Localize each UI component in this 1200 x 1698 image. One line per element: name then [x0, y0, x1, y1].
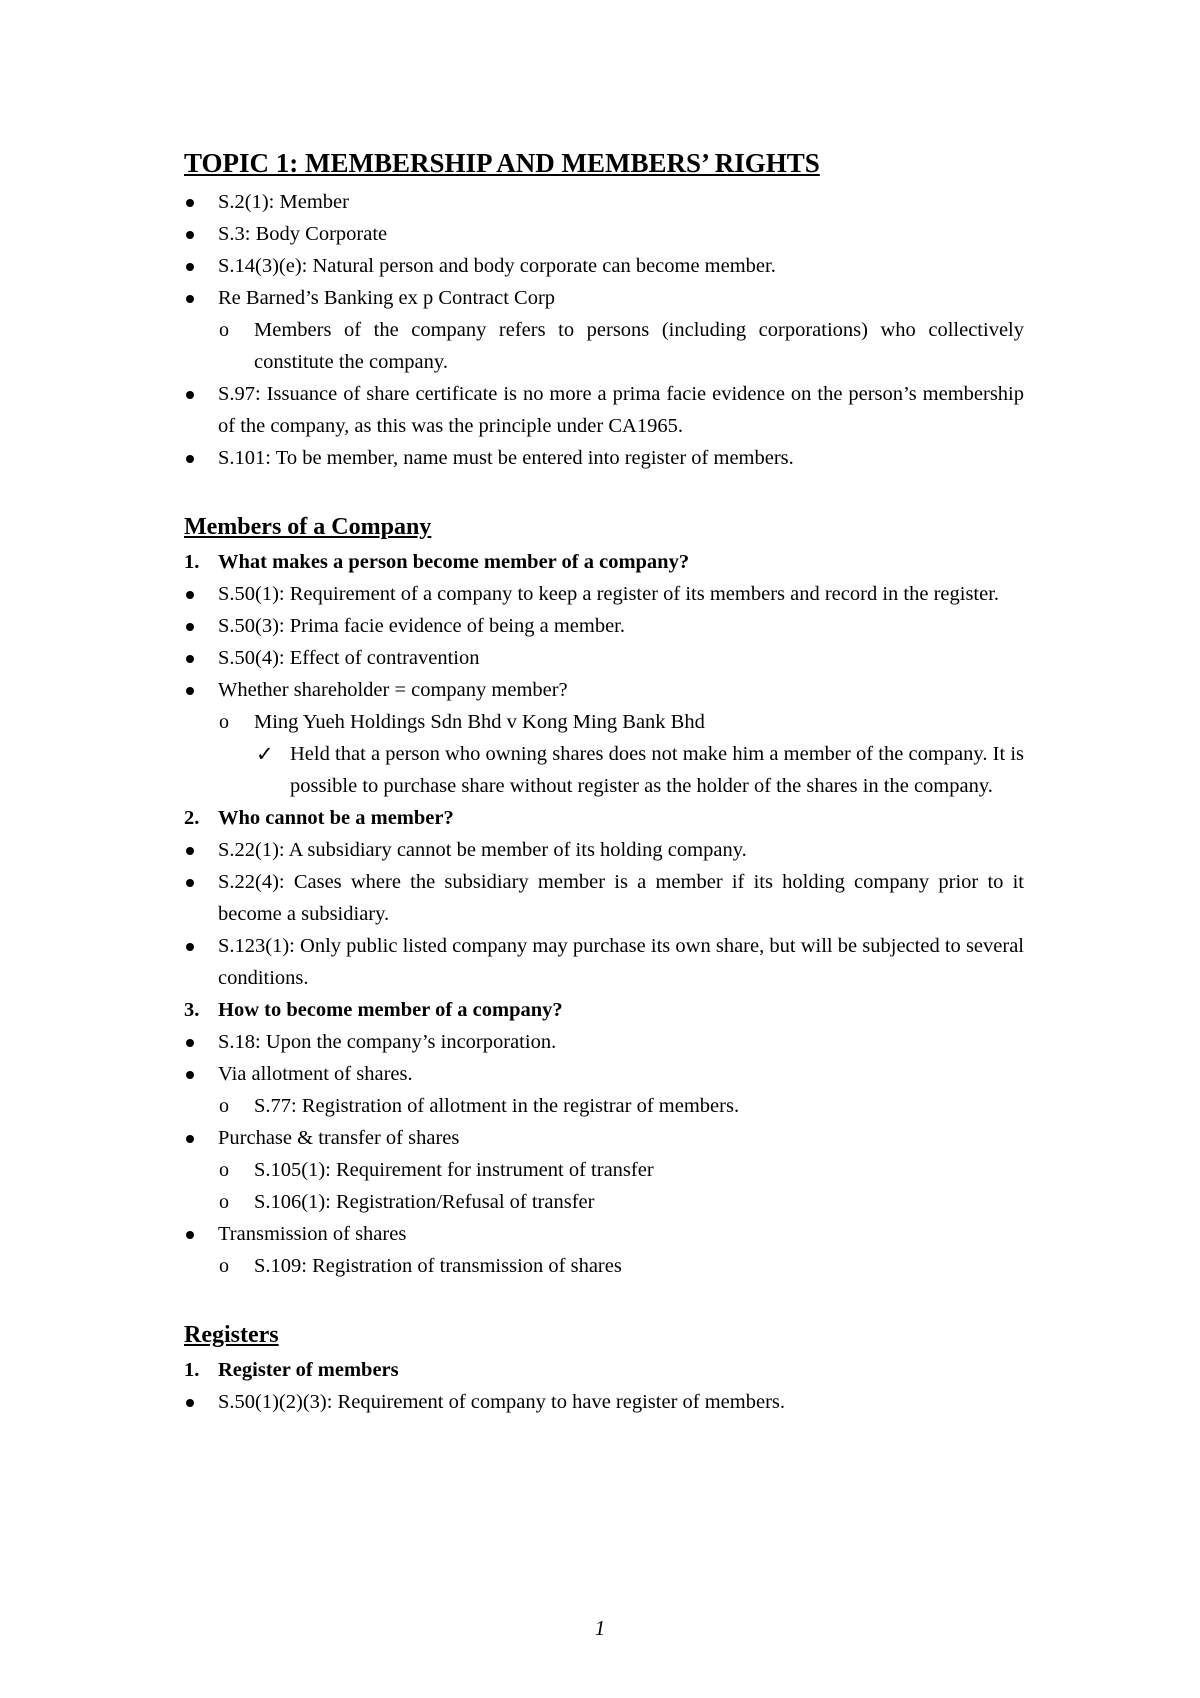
item-text: Who cannot be a member?	[218, 807, 454, 829]
bullet-item	[184, 218, 1024, 250]
sub-bullet-item	[184, 1154, 1024, 1186]
bullet-item	[184, 282, 1024, 314]
bullet-item	[184, 186, 1024, 218]
item-text: Members of the company refers to persons (including corporations) who collectively constitute the company.	[254, 319, 1024, 373]
bullet-item	[184, 250, 1024, 282]
members-list	[184, 546, 1024, 1282]
item-text: S.101: To be member, name must be entered into register of members.	[218, 447, 794, 469]
sub-bullet-item	[184, 1250, 1024, 1282]
bullet-item	[184, 642, 1024, 674]
circle-bullet-icon: o	[219, 1191, 229, 1213]
item-text: What makes a person become member of a company?	[218, 551, 690, 573]
bullet-item	[184, 1218, 1024, 1250]
section-heading-registers: Registers	[184, 1322, 279, 1348]
item-text: S.3: Body Corporate	[218, 223, 388, 245]
item-text: S.22(4): Cases where the subsidiary member is a member if its holding company prior to it become a subsidiary.	[218, 871, 1024, 925]
bullet-item	[184, 610, 1024, 642]
item-text: S.123(1): Only public listed company may purchase its own share, but will be subjected to several conditions.	[218, 935, 1024, 989]
item-text: Via allotment of shares.	[218, 1063, 413, 1085]
circle-bullet-icon: o	[219, 711, 229, 733]
registers-list	[184, 1354, 1024, 1418]
section-heading-members: Members of a Company	[184, 514, 432, 540]
bullet-item	[184, 442, 1024, 474]
bullet-item	[184, 1058, 1024, 1090]
sub-bullet-item	[184, 314, 1024, 378]
list-number: 3.	[184, 999, 200, 1021]
page-title: TOPIC 1: MEMBERSHIP AND MEMBERS’ RIGHTS	[184, 148, 820, 178]
bullet-item	[184, 930, 1024, 994]
sub-bullet-item	[184, 1090, 1024, 1122]
sub-bullet-item	[184, 706, 1024, 738]
item-text: S.77: Registration of allotment in the registrar of members.	[254, 1095, 740, 1117]
page-number: 1	[594, 1616, 606, 1640]
item-text: How to become member of a company?	[218, 999, 563, 1021]
spacer	[184, 474, 1024, 512]
check-item	[184, 738, 1024, 802]
numbered-heading	[184, 546, 1024, 578]
item-text: Held that a person who owning shares does not make him a member of the company. It is possible to purchase share without register as the holder of the shares in the company.	[290, 743, 1024, 797]
bullet-item	[184, 1026, 1024, 1058]
spacer	[184, 1282, 1024, 1320]
item-text: Ming Yueh Holdings Sdn Bhd v Kong Ming Bank Bhd	[254, 711, 705, 733]
bullet-item	[184, 674, 1024, 706]
bullet-item	[184, 1122, 1024, 1154]
bullet-item	[184, 378, 1024, 442]
item-text: S.97: Issuance of share certificate is no more a prima facie evidence on the person’s membership of the company, as this was the principle under CA1965.	[218, 383, 1024, 437]
bullet-item	[184, 834, 1024, 866]
list-number: 2.	[184, 807, 200, 829]
intro-list	[184, 186, 1024, 474]
item-text: S.2(1): Member	[218, 191, 349, 213]
item-text: Whether shareholder = company member?	[218, 679, 568, 701]
bullet-item	[184, 1386, 1024, 1418]
item-text: S.14(3)(e): Natural person and body corporate can become member.	[218, 255, 776, 277]
item-text: S.22(1): A subsidiary cannot be member of its holding company.	[218, 839, 747, 861]
circle-bullet-icon: o	[219, 1095, 229, 1117]
item-text: S.109: Registration of transmission of shares	[254, 1255, 622, 1277]
numbered-heading	[184, 994, 1024, 1026]
numbered-heading	[184, 1354, 1024, 1386]
item-text: S.18: Upon the company’s incorporation.	[218, 1031, 557, 1053]
bullet-item	[184, 578, 1024, 610]
circle-bullet-icon: o	[219, 1255, 229, 1277]
item-text: S.106(1): Registration/Refusal of transfer	[254, 1191, 595, 1213]
checkmark-icon: ✓	[256, 742, 274, 766]
bullet-item	[184, 866, 1024, 930]
circle-bullet-icon: o	[219, 1159, 229, 1181]
list-number: 1.	[184, 551, 200, 573]
document-body	[184, 146, 1024, 1418]
item-text: S.50(1): Requirement of a company to keep a register of its members and record in the register.	[218, 583, 1000, 605]
item-text: S.50(1)(2)(3): Requirement of company to have register of members.	[218, 1391, 785, 1413]
item-text: S.50(3): Prima facie evidence of being a member.	[218, 615, 626, 637]
item-text: Re Barned’s Banking ex p Contract Corp	[218, 287, 556, 309]
list-number: 1.	[184, 1359, 200, 1381]
item-text: S.50(4): Effect of contravention	[218, 647, 480, 669]
item-text: Purchase & transfer of shares	[218, 1127, 460, 1149]
item-text: Transmission of shares	[218, 1223, 407, 1245]
sub-bullet-item	[184, 1186, 1024, 1218]
circle-bullet-icon: o	[219, 319, 229, 341]
item-text: S.105(1): Requirement for instrument of transfer	[254, 1159, 654, 1181]
item-text: Register of members	[218, 1359, 399, 1381]
numbered-heading	[184, 802, 1024, 834]
